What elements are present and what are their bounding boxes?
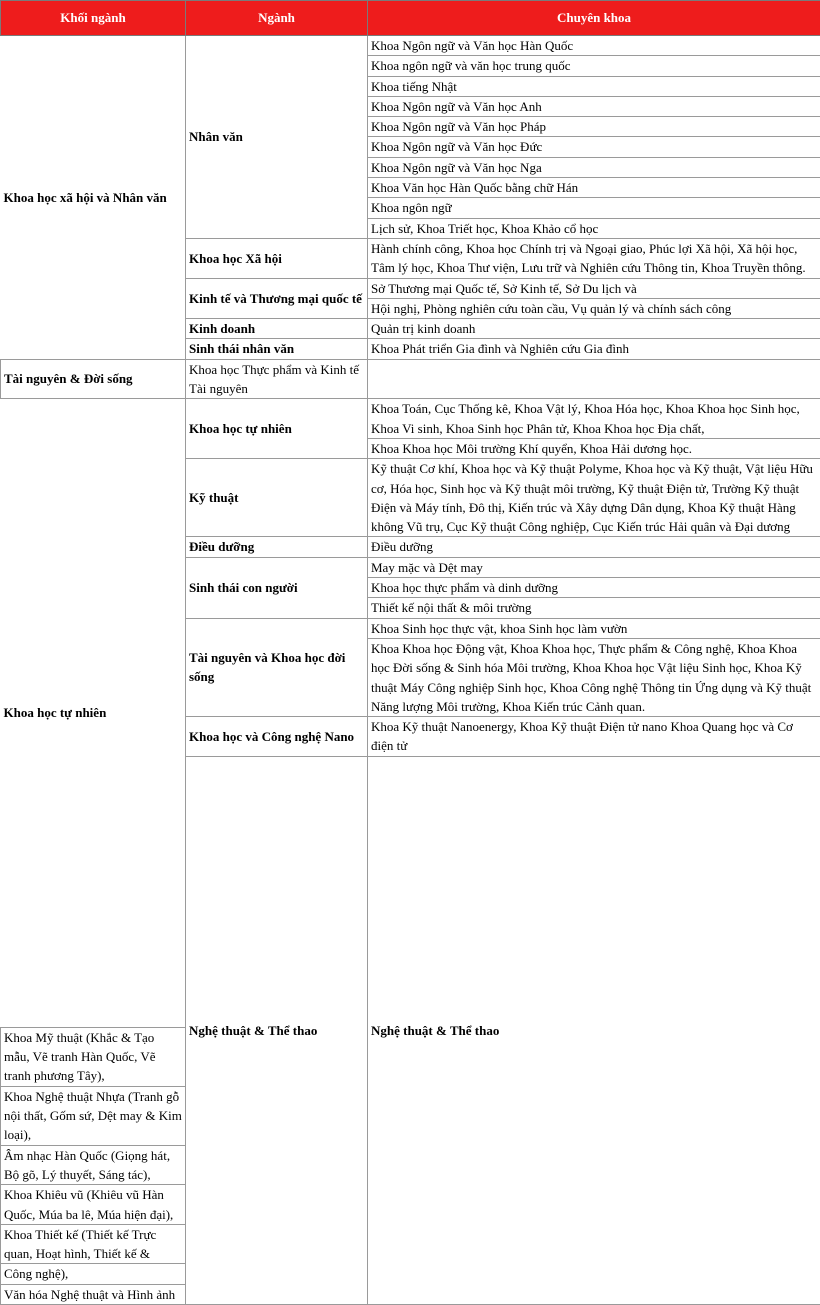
department-cell: Khoa Khoa học Động vật, Khoa Khoa học, Thực phẩm & Công nghệ, Khoa Khoa học Đời sống & Sinh hóa Môi trường, Khoa Khoa học Vật liệu Sinh học, Khoa Kỹ thuật Máy Công nghiệp Sinh học, Khoa Công nghệ Thông tin Ứng dụng và Kỹ thuật Năng lượng Môi trường, Khoa Kiến trúc Cảnh quan. (368, 638, 820, 716)
header-nganh: Ngành (186, 1, 368, 36)
department-cell: Khoa Ngôn ngữ và Văn học Anh (368, 96, 820, 116)
major-name: Tài nguyên và Khoa học đời sống (186, 618, 368, 716)
major-name: Tài nguyên & Đời sống (1, 359, 186, 399)
department-cell: May mặc và Dệt may (368, 557, 820, 577)
department-cell: Khoa Ngôn ngữ và Văn học Hàn Quốc (368, 36, 820, 56)
group-name: Khoa học tự nhiên (1, 399, 186, 1028)
header-chuyen-khoa: Chuyên khoa (368, 1, 820, 36)
department-cell: Điều dưỡng (368, 537, 820, 557)
department-cell: Hành chính công, Khoa học Chính trị và Ngoại giao, Phúc lợi Xã hội, Xã hội học, Tâm lý học, Khoa Thư viện, Lưu trữ và Nghiên cứu Thông tin, Khoa Truyền thông. (368, 238, 820, 278)
major-name: Kỹ thuật (186, 459, 368, 537)
department-cell: Văn hóa Nghệ thuật và Hình ảnh (1, 1284, 186, 1304)
major-name: Nhân văn (186, 36, 368, 239)
department-cell: Khoa Văn học Hàn Quốc bằng chữ Hán (368, 178, 820, 198)
major-name: Sinh thái con người (186, 557, 368, 618)
department-cell: Khoa ngôn ngữ và văn học trung quốc (368, 56, 820, 76)
department-cell: Kỹ thuật Cơ khí, Khoa học và Kỹ thuật Polyme, Khoa học và Kỹ thuật, Vật liệu Hữu cơ, Hóa học, Sinh học và Kỹ thuật môi trường, Kỹ thuật Điện tử, Trường Kỹ thuật Điện và Máy tính, Đô thị, Kiến trúc và Xây dựng Dân dụng, Khoa Kỹ thuật Hàng không Vũ trụ, Cục Kỹ thuật Công nghiệp, Cục Kiến trúc Hải quân và Đại dương (368, 459, 820, 537)
header-khoi-nganh: Khối ngành (1, 1, 186, 36)
major-name: Khoa học tự nhiên (186, 399, 368, 459)
department-cell: Khoa Thiết kế (Thiết kế Trực quan, Hoạt hình, Thiết kế & (1, 1224, 186, 1264)
table-row (1, 399, 820, 439)
department-cell: Âm nhạc Hàn Quốc (Giọng hát, Bộ gõ, Lý thuyết, Sáng tác), (1, 1145, 186, 1185)
department-cell: Khoa Toán, Cục Thống kê, Khoa Vật lý, Khoa Hóa học, Khoa Khoa học Sinh học, Khoa Vi sinh, Khoa Sinh học Phân tử, Khoa Khoa học Địa chất, (368, 399, 820, 439)
table-row (1, 36, 820, 56)
department-cell: Công nghệ), (1, 1264, 186, 1284)
department-cell: Khoa ngôn ngữ (368, 198, 820, 218)
major-name: Khoa học Xã hội (186, 238, 368, 278)
department-cell: Khoa Khiêu vũ (Khiêu vũ Hàn Quốc, Múa ba lê, Múa hiện đại), (1, 1185, 186, 1225)
department-cell: Sở Thương mại Quốc tế, Sở Kinh tế, Sở Du lịch và (368, 278, 820, 298)
department-cell: Khoa Ngôn ngữ và Văn học Đức (368, 137, 820, 157)
department-cell: Khoa Khoa học Môi trường Khí quyển, Khoa Hải dương học. (368, 438, 820, 458)
major-name: Nghệ thuật & Thể thao (368, 756, 820, 1304)
department-cell: Khoa học Thực phẩm và Kinh tế Tài nguyên (186, 359, 368, 399)
department-cell: Quản trị kinh doanh (368, 319, 820, 339)
table-header-row (1, 1, 820, 36)
department-cell: Hội nghị, Phòng nghiên cứu toàn cầu, Vụ quản lý và chính sách công (368, 298, 820, 318)
major-name: Kinh tế và Thương mại quốc tế (186, 278, 368, 319)
major-name: Khoa học và Công nghệ Nano (186, 717, 368, 757)
department-cell: Khoa học thực phẩm và dinh dưỡng (368, 578, 820, 598)
department-cell: Khoa Mỹ thuật (Khắc & Tạo mẫu, Vẽ tranh Hàn Quốc, Vẽ tranh phương Tây), (1, 1027, 186, 1086)
department-cell: Khoa tiếng Nhật (368, 76, 820, 96)
department-cell: Thiết kế nội thất & môi trường (368, 598, 820, 618)
department-cell: Khoa Phát triển Gia đình và Nghiên cứu Gia đình (368, 339, 820, 359)
table-row (1, 359, 820, 399)
group-name: Nghệ thuật & Thể thao (186, 756, 368, 1304)
department-cell: Khoa Ngôn ngữ và Văn học Nga (368, 157, 820, 177)
group-name: Khoa học xã hội và Nhân văn (1, 36, 186, 360)
department-cell: Khoa Sinh học thực vật, khoa Sinh học làm vườn (368, 618, 820, 638)
department-cell: Khoa Nghệ thuật Nhựa (Tranh gỗ nội thất, Gốm sứ, Dệt may & Kim loại), (1, 1086, 186, 1145)
department-cell: Khoa Ngôn ngữ và Văn học Pháp (368, 117, 820, 137)
major-name: Điều dưỡng (186, 537, 368, 557)
major-name: Sinh thái nhân văn (186, 339, 368, 359)
major-name: Kinh doanh (186, 319, 368, 339)
department-cell: Lịch sử, Khoa Triết học, Khoa Khảo cổ học (368, 218, 820, 238)
department-cell: Khoa Kỹ thuật Nanoenergy, Khoa Kỹ thuật Điện tử nano Khoa Quang học và Cơ điện tử (368, 717, 820, 757)
